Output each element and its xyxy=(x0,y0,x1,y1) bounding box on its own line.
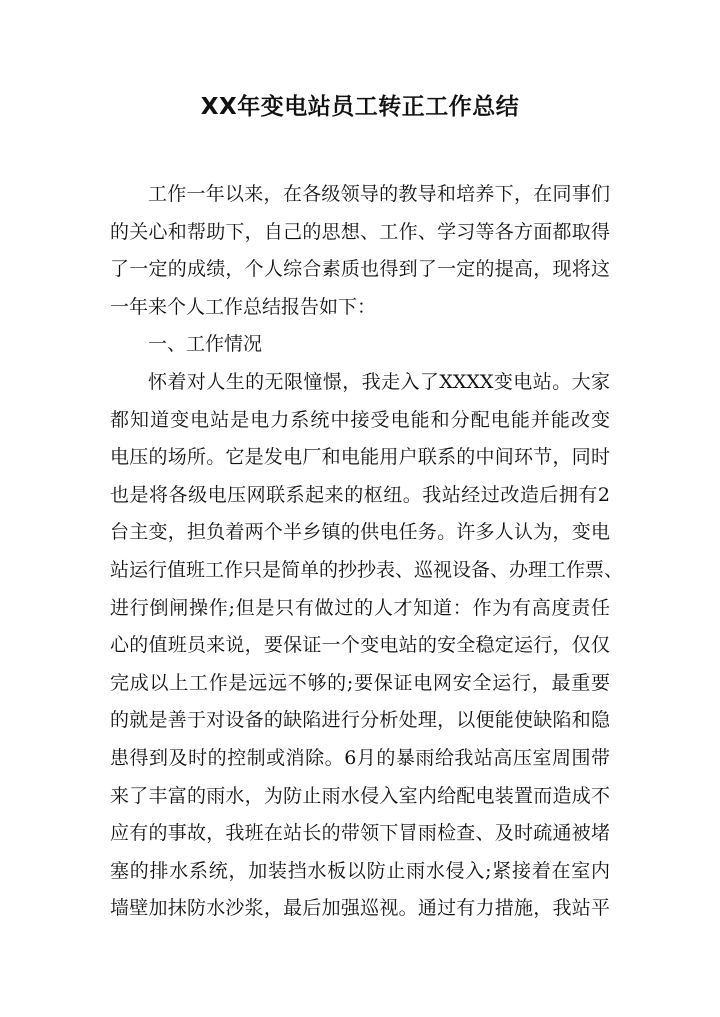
paragraph-line: 墙壁加抹防水沙浆，最后加强巡视。通过有力措施，我站平 xyxy=(110,897,610,920)
paragraph-line: 一年来个人工作总结报告如下： xyxy=(110,295,377,318)
paragraph-line: 的关心和帮助下，自己的思想、工作、学习等各方面都取得 xyxy=(110,220,610,243)
paragraph-line: 来了丰富的雨水，为防止雨水侵入室内给配电装置而造成不 xyxy=(110,784,610,807)
paragraph-line: 工作一年以来，在各级领导的教导和培养下，在同事们 xyxy=(148,183,610,205)
paragraph-line: 完成以上工作是远远不够的;要保证电网安全运行，最重要 xyxy=(110,671,610,694)
paragraph-line: 怀着对人生的无限憧憬，我走入了XXXX变电站。大家 xyxy=(148,370,610,393)
paragraph-line: 台主变，担负着两个半乡镇的供电任务。许多人认为，变电 xyxy=(110,521,610,544)
paragraph-line: 的就是善于对设备的缺陷进行分析处理，以便能使缺陷和隐 xyxy=(110,709,610,732)
paragraph-line: 都知道变电站是电力系统中接受电能和分配电能并能改变 xyxy=(110,408,610,431)
paragraph-line: 患得到及时的控制或消除。6月的暴雨给我站高压室周围带 xyxy=(110,746,610,769)
paragraph-line: 也是将各级电压网联系起来的枢纽。我站经过改造后拥有2 xyxy=(110,483,610,506)
document-body xyxy=(110,176,624,928)
paragraph-line: 心的值班员来说，要保证一个变电站的安全稳定运行，仅仅 xyxy=(110,634,610,657)
document-title: XX年变电站员工转正工作总结 xyxy=(200,94,520,120)
paragraph-line: 站运行值班工作只是简单的抄抄表、巡视设备、办理工作票、 xyxy=(110,558,624,581)
paragraph-line: 应有的事故，我班在站长的带领下冒雨检查、及时疏通被堵 xyxy=(110,822,610,845)
section-heading: 一、工作情况 xyxy=(148,333,263,356)
paragraph-line: 了一定的成绩，个人综合素质也得到了一定的提高，现将这 xyxy=(110,258,610,281)
paragraph-line: 电压的场所。它是发电厂和电能用户联系的中间环节，同时 xyxy=(110,446,610,469)
paragraph-line: 进行倒闸操作;但是只有做过的人才知道：作为有高度责任 xyxy=(110,596,610,619)
paragraph-line: 塞的排水系统，加装挡水板以防止雨水侵入;紧接着在室内 xyxy=(110,859,610,882)
